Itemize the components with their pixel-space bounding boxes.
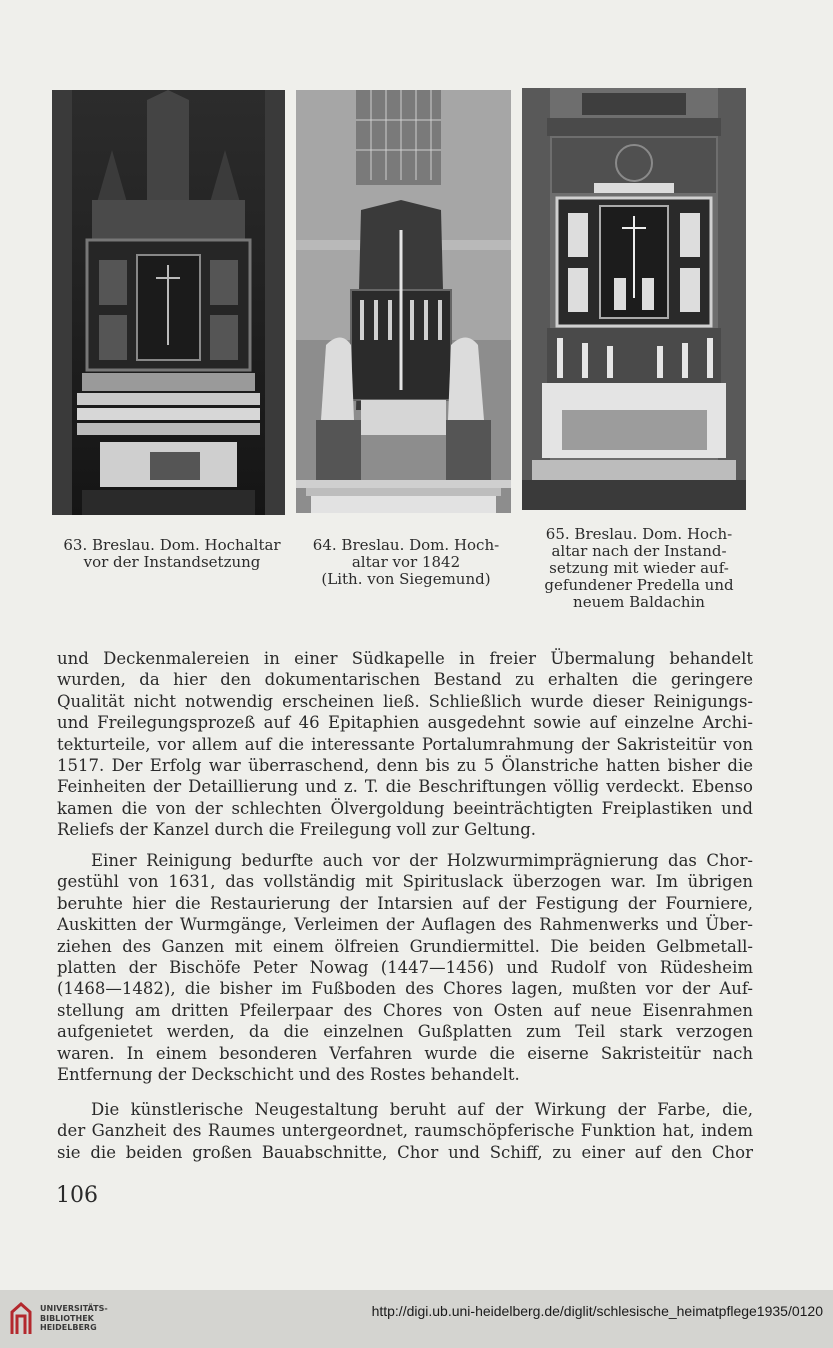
text-line: Die künstlerische Neugestaltung beruht auf der Wirkung der Farbe, die, [91,1100,753,1119]
caption-line: altar nach der Instand- [551,542,727,560]
text-line: Reliefs der Kanzel durch die Freilegung voll zur Geltung. [57,820,537,840]
text-line: platten der Bischöfe Peter Nowag (1447—1456) und Rudolf von Rüdesheim [57,958,753,978]
text-line: Qualität nicht notwendig erscheinen ließ. Schließlich wurde dieser Reinigungs- [57,691,753,711]
university-library-logo-icon[interactable] [8,1298,34,1338]
text-line: und Freilegungsprozeß auf 46 Epitaphien ausgedehnt sowie auf einzelne Archi- [57,713,753,733]
caption-line: neuem Baldachin [573,593,705,611]
altar-photo-65 [522,88,746,510]
viewer-footer [0,1290,833,1348]
altar-photo-64 [296,90,511,513]
caption-line: (Lith. von Siegemund) [321,570,491,588]
text-line: Einer Reinigung bedurfte auch vor der Holzwurmimprägnierung das Chor- [91,851,753,870]
page-number: 106 [56,1183,98,1208]
page-url-link[interactable]: http://digi.ub.uni-heidelberg.de/diglit/schlesische_heimatpflege1935/0120 [371,1303,823,1319]
text-line: Feinheiten der Detaillierung und z. T. die Beschriftungen völlig verdeckt. Ebenso [57,777,753,797]
paragraph-1 [57,648,753,841]
text-line: beruhte hier die Restaurierung der Intarsien auf der Festigung der Fourniere, [57,893,753,913]
text-line: 1517. Der Erfolg war überraschend, denn bis zu 5 Ölanstriche hatten bisher die [57,756,753,776]
altar-photo-63 [52,90,285,515]
text-line: und Deckenmalereien in einer Südkapelle in freier Übermalung behandelt [57,649,753,668]
caption-line: setzung mit wieder auf- [549,559,729,577]
text-line: kamen die von der schlechten Ölvergoldung beeinträchtigten Freiplastiken und [57,798,753,818]
text-line: waren. In einem besonderen Verfahren wurde die eiserne Sakristeitür nach [57,1043,753,1063]
text-line: der Ganzheit des Raumes untergeordnet, raumschöpferische Funktion hat, indem [57,1121,753,1141]
text-line: stellung am dritten Pfeilerpaar des Chores von Osten auf neue Eisenrahmen [57,1000,753,1020]
caption-line: altar vor 1842 [351,553,461,571]
library-name[interactable] [40,1304,108,1333]
text-line: aufgenietet werden, da die einzelnen Gußplatten zum Teil stark verzogen [57,1022,753,1042]
library-name-line: HEIDELBERG [40,1323,97,1332]
caption-line: gefundener Predella und [544,576,734,594]
caption-figure-65 [522,526,756,611]
library-name-line: BIBLIOTHEK [40,1313,94,1323]
text-line: tekturteile, vor allem auf die interessante Portalumrahmung der Sakristeitür von [57,734,753,754]
paragraph-2 [57,850,753,1085]
text-line: Auskitten der Wurmgänge, Verleimen der Auflagen des Rahmenwerks und Über- [57,915,753,935]
text-line: ziehen des Ganzen mit einem ölfreien Grundiermittel. Die beiden Gelbmetall- [57,936,753,956]
caption-line: vor der Instandsetzung [83,553,261,571]
text-line: gestühl von 1631, das vollständig mit Spirituslack überzogen war. Im übrigen [57,872,753,892]
text-line: sie die beiden großen Bauabschnitte, Chor und Schiff, zu einer auf den Chor [57,1142,753,1162]
caption-line: 64. Breslau. Dom. Hoch- [312,536,500,554]
text-line: Entfernung der Deckschicht und des Rostes behandelt. [57,1065,520,1085]
caption-line: 65. Breslau. Dom. Hoch- [545,525,733,543]
caption-line: 63. Breslau. Dom. Hochaltar [63,536,281,554]
text-line: (1468—1482), die bisher im Fußboden des Chores lagen, mußten vor der Auf- [57,979,753,999]
caption-figure-64 [298,537,514,588]
text-line: wurden, da hier den dokumentarischen Bestand zu erhalten die geringere [57,670,753,690]
caption-figure-63 [52,537,292,571]
library-name-line: UNIVERSITÄTS- [40,1304,108,1313]
paragraph-3 [57,1099,753,1163]
